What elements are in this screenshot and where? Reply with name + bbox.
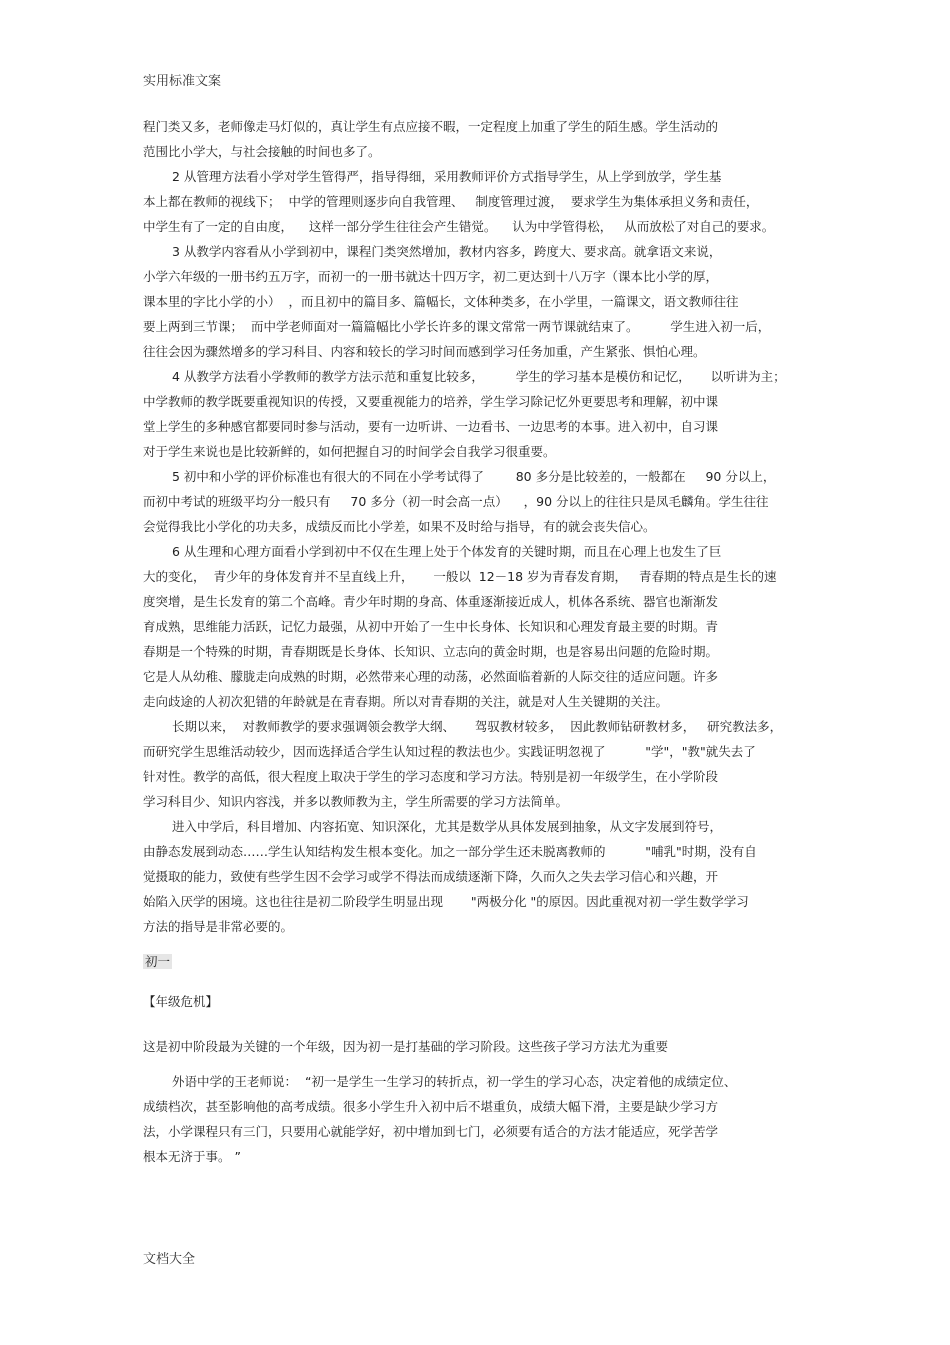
body-line: 本上都在教师的视线下； 中学的管理则逐步向自我管理、 制度管理过渡， 要求学生为集体承担义务和责任， [143, 194, 759, 209]
body-line: 程门类又多，老师像走马灯似的，真让学生有点应接不暇，一定程度上加重了学生的陌生感。学生活动的 [143, 119, 719, 134]
body-line: 中学教师的教学既要重视知识的传授，又要重视能力的培养，学生学习除记忆外更要思考和理解，初中课 [143, 394, 719, 409]
body-line: 由静态发展到动态……学生认知结构发生根本变化。加之一部分学生还未脱离教师的 "哺乳"时期，没有自 [143, 844, 757, 859]
body-line: 对于学生来说也是比较新鲜的，如何把握自习的时间学会自我学习很重要。 [143, 444, 556, 459]
body-line: 春期是一个特殊的时期，青春期既是长身体、长知识、立志向的黄金时期，也是容易出问题的危险时期。 [143, 644, 719, 659]
crisis-intro: 这是初中阶段最为关键的一个年级，因为初一是打基础的学习阶段。这些孩子学习方法尤为重要 [143, 1039, 669, 1054]
body-line: 要上两到三节课； 而中学老师面对一篇篇幅比小学长许多的课文常常一两节课就结束了。 学生进入初一后， [143, 319, 771, 334]
body-line: 觉摄取的能力，致使有些学生因不会学习或学不得法而成绩逐渐下降，久而久之失去学习信心和兴趣，开 [143, 869, 719, 884]
body-line: 会觉得我比小学化的功夫多，成绩反而比小学差，如果不及时给与指导，有的就会丧失信心。 [143, 519, 656, 534]
body-line: 度突增，是生长发育的第二个高峰。青少年时期的身高、体重逐渐接近成人，机体各系统、器官也渐渐发 [143, 594, 719, 609]
quote-line: 外语中学的王老师说： “初一是学生一生学习的转折点，初一学生的学习心态，决定着他的成绩定位、 [172, 1074, 737, 1089]
body-line: 始陷入厌学的困境。这也往往是初二阶段学生明显出现 "两极分化 "的原因。因此重视对初一学生数学学习 [143, 894, 749, 909]
page-footer: 文档大全 [143, 1252, 196, 1267]
body-line: 范围比小学大，与社会接触的时间也多了。 [143, 144, 381, 159]
page-header: 实用标准文案 [143, 74, 222, 89]
body-line: 走向歧途的人初次犯错的年龄就是在青春期。所以对青春期的关注，就是对人生关键期的关注。 [143, 694, 669, 709]
body-line: 而研究学生思维活动较少，因而选择适合学生认知过程的教法也少。实践证明忽视了 "学"，"教"就失去了 [143, 744, 756, 759]
body-line: 5 初中和小学的评价标准也有很大的不同在小学考试得了 80 多分是比较差的，一般都在 90 分以上， [172, 469, 776, 484]
body-line: 中学生有了一定的自由度， 这样一部分学生往往会产生错觉。 认为中学管得松， 从而放松了对自己的要求。 [143, 219, 775, 234]
body-line: 2 从管理方法看小学对学生管得严，指导得细，采用教师评价方式指导学生，从上学到放学，学生基 [172, 169, 722, 184]
body-line: 方法的指导是非常必要的。 [143, 919, 294, 934]
body-line: 针对性。教学的高低，很大程度上取决于学生的学习态度和学习方法。特别是初一年级学生，在小学阶段 [143, 769, 719, 784]
body-line: 3 从教学内容看从小学到初中，课程门类突然增加，教材内容多，跨度大、要求高。就拿语文来说， [172, 244, 722, 259]
quote-line: 根本无济于事。 ” [143, 1149, 241, 1164]
body-line: 堂上学生的多种感官都要同时参与活动，要有一边听讲、一边看书、一边思考的本事。进入初中，自习课 [143, 419, 719, 434]
quote-line: 成绩档次，甚至影响他的高考成绩。很多小学生升入初中后不堪重负，成绩大幅下滑，主要是缺少学习方 [143, 1099, 719, 1114]
body-line: 6 从生理和心理方面看小学到初中不仅在生理上处于个体发育的关键时期，而且在心理上也发生了巨 [172, 544, 722, 559]
body-line: 课本里的字比小学的小） ，而且初中的篇目多、篇幅长，文体种类多，在小学里，一篇课文，语文教师往往 [143, 294, 739, 309]
body-line: 进入中学后，科目增加、内容拓宽、知识深化，尤其是数学从具体发展到抽象，从文字发展到符号， [172, 819, 723, 834]
grade-label: 初一 [145, 954, 171, 969]
body-line: 而初中考试的班级平均分一般只有 70 多分（初一时会高一点） ，90 分以上的往往只是凤毛麟角。学生往往 [143, 494, 769, 509]
body-line: 长期以来， 对教师教学的要求强调领会教学大纲、 驾驭教材较多， 因此教师钻研教材多， 研究教法多， [172, 719, 783, 734]
quote-line: 法，小学课程只有三门，只要用心就能学好，初中增加到七门，必须要有适合的方法才能适应，死学苦学 [143, 1124, 719, 1139]
body-line: 学习科目少、知识内容浅，并多以教师教为主，学生所需要的学习方法简单。 [143, 794, 569, 809]
body-line: 育成熟，思维能力活跃，记忆力最强，从初中开始了一生中长身体、长知识和心理发育最主要的时期。青 [143, 619, 719, 634]
body-line: 它是人从幼稚、朦胧走向成熟的时期，必然带来心理的动荡，必然面临着新的人际交往的适应问题。许多 [143, 669, 719, 684]
body-line: 4 从教学方法看小学教师的教学方法示范和重复比较多， 学生的学习基本是模仿和记忆， 以听讲为主； [172, 369, 786, 384]
body-line: 往往会因为骤然增多的学习科目、内容和较长的学习时间而感到学习任务加重，产生紧张、惧怕心理。 [143, 344, 706, 359]
body-line: 小学六年级的一册书约五万字，而初一的一册书就达十四万字，初二更达到十八万字（课本比小学的厚， [143, 269, 719, 284]
crisis-heading: 【年级危机】 [143, 994, 219, 1009]
body-line: 大的变化， 青少年的身体发育并不呈直线上升， 一般以 12－18 岁为青春发育期， 青春期的特点是生长的速 [143, 569, 777, 584]
